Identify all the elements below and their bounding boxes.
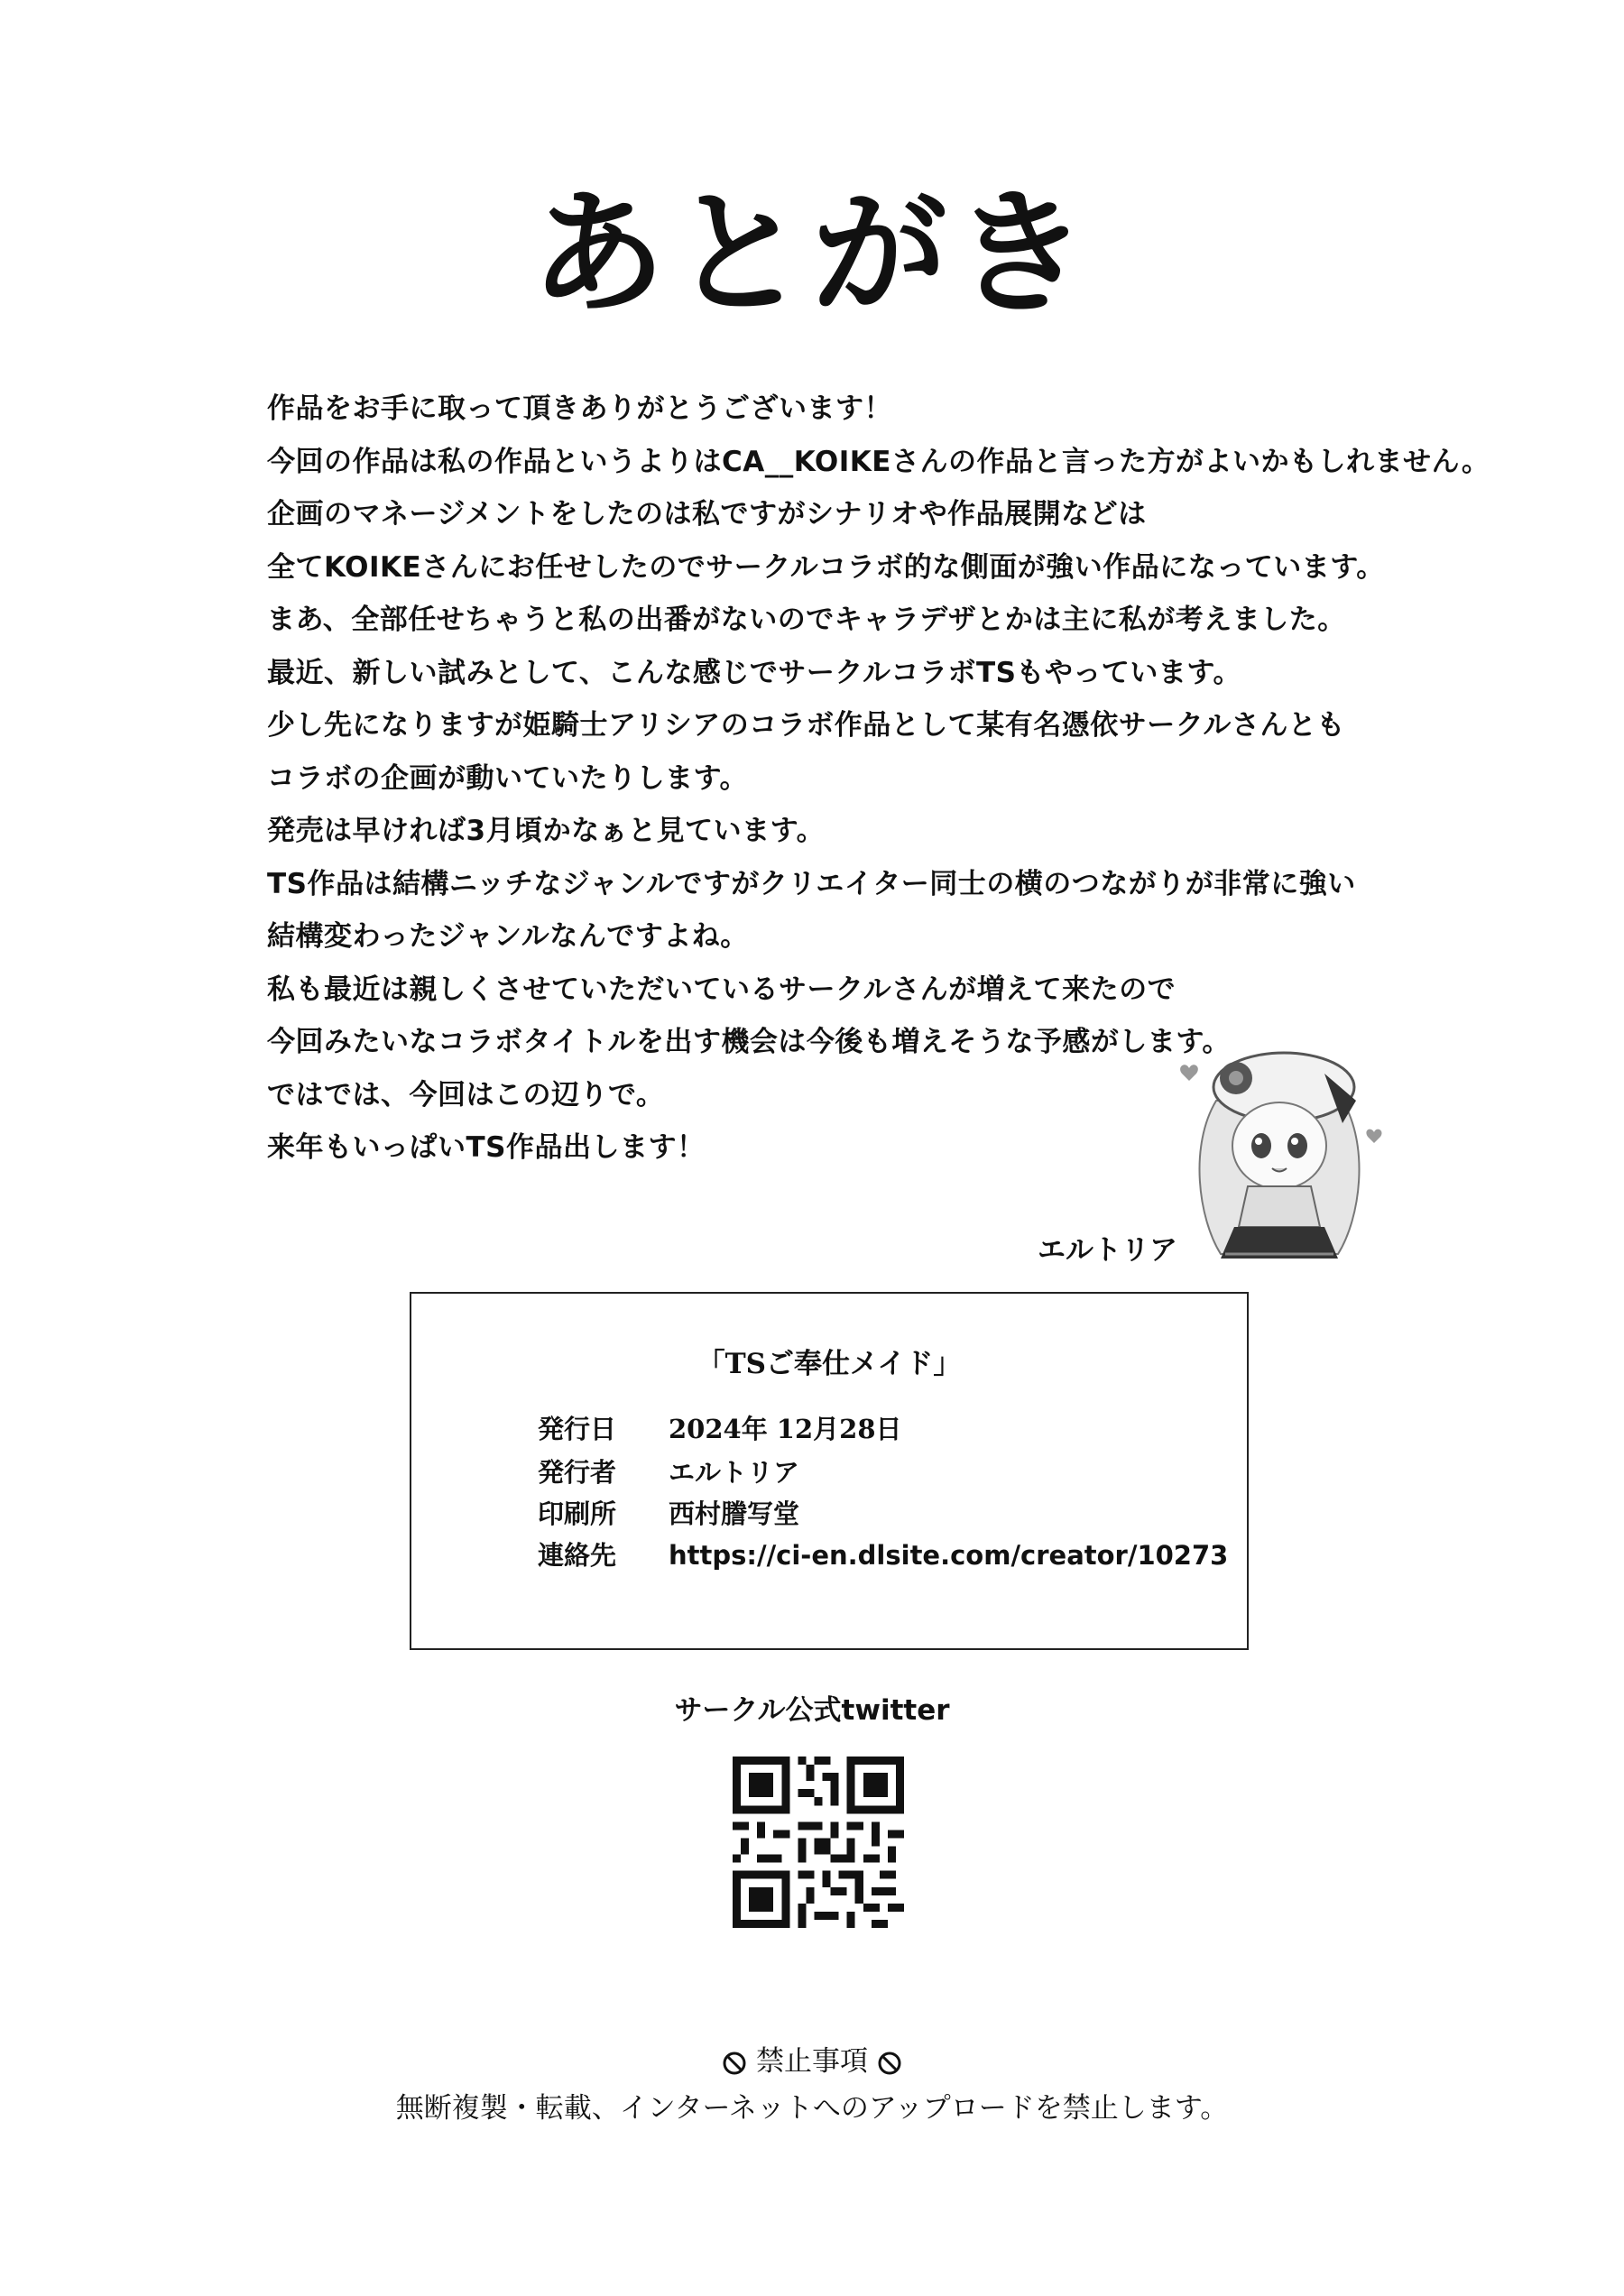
afterword-line: 私も最近は親しくさせていただいているサークルさんが増えて来たので bbox=[267, 973, 1176, 1006]
colophon-value: 西村謄写堂 bbox=[669, 1498, 800, 1529]
colophon-value: 2024年 12月28日 bbox=[669, 1414, 902, 1444]
prohibited-icon bbox=[877, 2051, 902, 2076]
twitter-label: サークル公式twitter bbox=[674, 1694, 950, 1727]
afterword-line: 全てKOIKEさんにお任せしたのでサークルコラボ的な側面が強い作品になっています。 bbox=[267, 550, 1385, 584]
afterword-line: 今回みたいなコラボタイトルを出す機会は今後も増えそうな予感がします。 bbox=[267, 1026, 1231, 1058]
colophon-row-contact bbox=[538, 1535, 1228, 1572]
chibi-character-illustration bbox=[1171, 1037, 1388, 1272]
afterword-line: 作品をお手に取って頂きありがとうございます！ bbox=[267, 392, 892, 425]
author-signature: エルトリア bbox=[1038, 1234, 1177, 1267]
prohibition-notice bbox=[0, 2043, 1624, 2125]
colophon-row-publisher bbox=[538, 1452, 799, 1489]
afterword-line: ではでは、今回はこの辺りで。 bbox=[267, 1078, 665, 1111]
prohibition-heading bbox=[0, 2043, 1624, 2079]
work-title: 「TSご奉仕メイド」 bbox=[697, 1348, 962, 1380]
afterword-line: まあ、全部任せちゃうと私の出番がないのでキャラデザとかは主に私が考えました。 bbox=[267, 604, 1346, 636]
afterword-line: TS作品は結構ニッチなジャンルですがクリエイター同士の横のつながりが非常に強い bbox=[267, 867, 1356, 900]
colophon-value: エルトリア bbox=[669, 1457, 800, 1488]
colophon-box bbox=[410, 1292, 1249, 1650]
afterword-line: 企画のマネージメントをしたのは私ですがシナリオや作品展開などは bbox=[267, 498, 1147, 530]
afterword-line: 発売は早ければ3月頃かなぁと見ています。 bbox=[267, 815, 826, 847]
afterword-line: 結構変わったジャンルなんですよね。 bbox=[267, 920, 749, 953]
afterword-line: 最近、新しい試みとして、こんな感じでサークルコラボTSもやっています。 bbox=[267, 656, 1241, 689]
colophon-label: 発行日 bbox=[538, 1414, 617, 1444]
colophon-label: 発行者 bbox=[538, 1457, 617, 1488]
prohibition-text: 無断複製・転載、インターネットへのアップロードを禁止します。 bbox=[395, 2092, 1229, 2125]
prohibition-heading-text: 禁止事項 bbox=[756, 2045, 868, 2078]
colophon-label: 連絡先 bbox=[538, 1540, 617, 1571]
prohibited-icon bbox=[722, 2051, 747, 2076]
contact-url[interactable]: https://ci-en.dlsite.com/creator/10273 bbox=[669, 1540, 1229, 1571]
colophon-row-printer bbox=[538, 1494, 799, 1531]
afterword-line: 少し先になりますが姫騎士アリシアのコラボ作品として某有名憑依サークルさんとも bbox=[267, 709, 1345, 742]
afterword-line: 今回の作品は私の作品というよりはCA__KOIKEさんの作品と言った方がよいかもしれません。 bbox=[267, 445, 1490, 478]
afterword-line: 来年もいっぱいTS作品出します！ bbox=[267, 1131, 706, 1164]
colophon-row-date bbox=[538, 1409, 902, 1446]
colophon-label: 印刷所 bbox=[538, 1498, 617, 1529]
afterword-line: コラボの企画が動いていたりします。 bbox=[267, 761, 749, 795]
page-title: あとがき bbox=[530, 174, 1093, 333]
qr-code-icon[interactable] bbox=[733, 1757, 904, 1928]
